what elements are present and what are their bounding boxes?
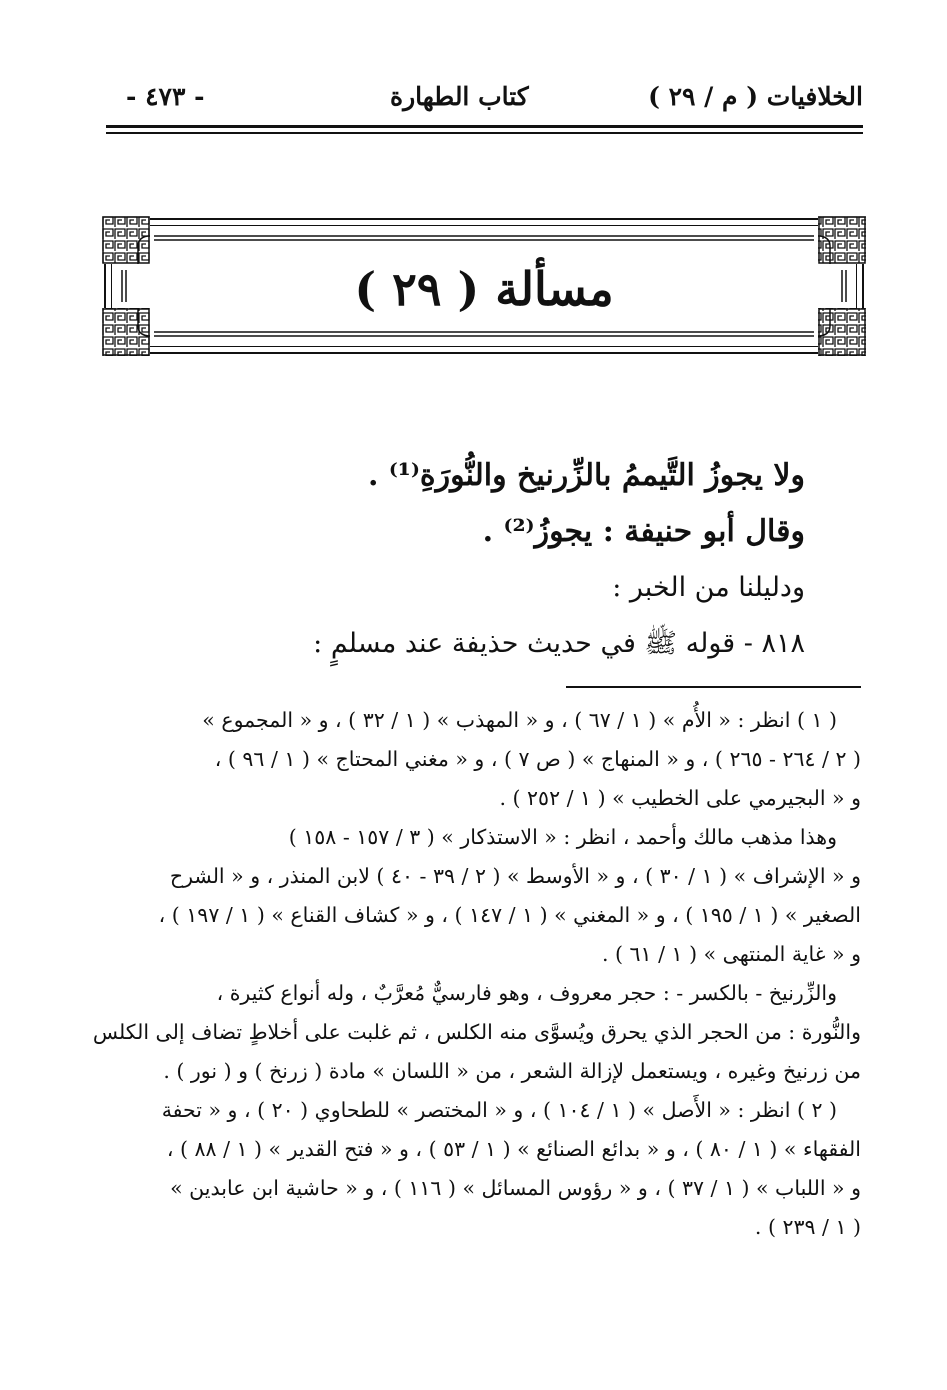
- issue-title: مسألة ( ٢٩ ): [354, 262, 614, 316]
- footnote-line: و « الإشراف » ( ١ / ٣٠ ) ، و « الأوسط » ( ٢ / ٣٩ - ٤٠ ) لابن المنذر ، و « الشرح: [169, 864, 861, 888]
- header-rule-thick: [106, 125, 863, 128]
- evidence-intro: ودليلنا من الخبر :: [612, 572, 805, 603]
- footnote-line: و « البجيرمي على الخطيب » ( ١ / ٢٥٢ ) .: [499, 786, 861, 810]
- ruling-statement: ولا يجوزُ التَّيممُ بالزِّرنيخ والنُّورَةِ⁽¹⁾ .: [367, 458, 805, 493]
- footnote-line: والزِّرنيخ - بالكسر - : حجر معروف ، وهو فارسيٌّ مُعرَّبٌ ، وله أنواع كثيرة ،: [216, 981, 837, 1005]
- footnote-line: وهذا مذهب مالك وأحمد ، انظر : « الاستذكار » ( ٣ / ١٥٧ - ١٥٨ ): [288, 825, 837, 849]
- footnote-line: ( ١ ) انظر : « الأُم » ( ١ / ٦٧ ) ، و « المهذب » ( ١ / ٣٢ ) ، و « المجموع »: [202, 708, 837, 732]
- hadith-reference: ٨١٨ - قوله ﷺ في حديث حذيفة عند مسلمٍ :: [313, 628, 805, 659]
- opposing-view: وقال أبو حنيفة : يجوزُ⁽²⁾ .: [482, 514, 805, 549]
- running-header-center: كتاب الطهارة: [390, 82, 529, 111]
- footnote-line: و « اللباب » ( ١ / ٣٧ ) ، و « رؤوس المسائل » ( ١١٦ ) ، و « حاشية ابن عابدين »: [170, 1176, 861, 1200]
- footnote-line: ( ٢ ) انظر : « الأَصل » ( ١ / ١٠٤ ) ، و « المختصر » للطحاوي ( ٢٠ ) ، و « تحفة: [161, 1098, 837, 1122]
- page-number: - ٤٧٣ -: [126, 82, 205, 111]
- footnote-line: ( ١ / ٢٣٩ ) .: [754, 1215, 861, 1239]
- footnote-line: الصغير » ( ١ / ١٩٥ ) ، و « المغني » ( ١ / ١٤٧ ) ، و « كشاف القناع » ( ١ / ١٩٧ ) ،: [158, 903, 861, 927]
- footnote-line: ( ٢ / ٢٦٤ - ٢٦٥ ) ، و « المنهاج » ( ص ٧ ) ، و « مغني المحتاج » ( ١ / ٩٦ ) ،: [214, 747, 861, 771]
- footnote-separator: [566, 686, 861, 688]
- footnote-line: و « غاية المنتهى » ( ١ / ٦١ ) .: [602, 942, 861, 966]
- footnote-line: من زرنيخ وغيره ، ويستعمل لإزالة الشعر ، من « اللسان » مادة ( زرنخ ) و ( نور ) .: [163, 1059, 861, 1083]
- footnote-line: الفقهاء » ( ١ / ٨٠ ) ، و « بدائع الصنائع » ( ١ / ٥٣ ) ، و « فتح القدير » ( ١ / ٨٨ ) ،: [166, 1137, 861, 1161]
- header-rule-thin: [106, 132, 863, 134]
- running-header-right: الخلافيات ( م / ٢٩ ): [648, 82, 863, 111]
- footnote-line: والنُّورة : من الحجر الذي يحرق ويُسوَّى منه الكلس ، ثم غلبت على أخلاطٍ تضاف إلى الكلس: [92, 1020, 861, 1044]
